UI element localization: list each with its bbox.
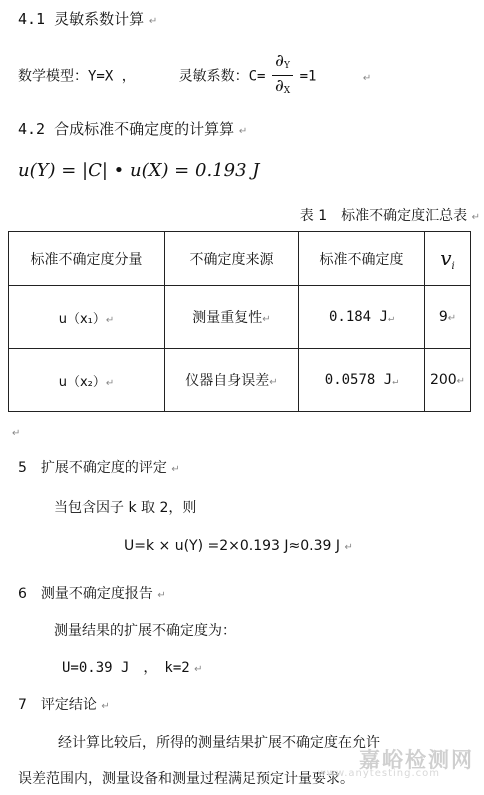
conclusion-line-1: 经计算比较后，所得的测量结果扩展不确定度在允许: [58, 735, 380, 751]
paragraph-mark: ↵: [387, 313, 395, 324]
sensitivity-value: =1: [299, 68, 317, 85]
header-uncertainty: 标准不确定度: [299, 232, 425, 286]
paragraph-mark: ↵: [171, 464, 180, 475]
paragraph-mark: ↵: [456, 376, 466, 387]
cell-dof: [425, 286, 471, 349]
fraction-denominator-sub: X: [283, 86, 291, 96]
paragraph-mark: ↵: [269, 377, 278, 388]
cell-source: [165, 286, 299, 349]
uncertainty-summary-table: [8, 231, 471, 412]
model-line: [18, 52, 468, 101]
conclusion-line-2: 误差范围内，测量设备和测量过程满足预定计量要求。: [18, 771, 354, 787]
table-caption-text: 表 1 标准不确定度汇总表: [299, 208, 468, 224]
section-6-line: 测量结果的扩展不确定度为：: [54, 623, 236, 639]
sensitivity-fraction: [272, 52, 293, 101]
cell-value-text: 0.0578 J: [324, 372, 393, 388]
expanded-uncertainty-formula: [124, 538, 353, 554]
combined-uncertainty-formula: u(Y) = |C| • u(X) = 0.193 J: [18, 160, 260, 181]
cell-component-text: u（x₁）: [58, 311, 106, 327]
paragraph-mark: ↵: [105, 314, 115, 326]
table-row: [9, 286, 471, 349]
paragraph-mark: ↵: [148, 16, 158, 27]
header-dof-symbol: v: [440, 245, 452, 270]
section-5-heading: [18, 457, 180, 477]
cell-component-text: u（x₂）: [58, 374, 106, 390]
model-label: 数学模型：Y=X ，: [18, 68, 136, 85]
watermark-url: www.anytesting.com: [317, 768, 440, 779]
paragraph-mark: ↵: [392, 376, 399, 387]
cell-value: [299, 286, 425, 349]
section-4-2-title: 4.2 合成标准不确定度的计算算: [18, 120, 235, 138]
section-4-1-title: 4.1 灵敏系数计算: [18, 10, 145, 28]
section-6-title: 6 测量不确定度报告: [18, 586, 153, 602]
table-row: [9, 349, 471, 412]
section-5-title: 5 扩展不确定度的评定: [18, 460, 167, 476]
cell-component: [9, 349, 165, 412]
paragraph-mark: ↵: [12, 428, 21, 439]
cell-dof-text: 200: [429, 372, 457, 388]
fraction-denominator: ∂: [274, 76, 284, 96]
cell-dof: [425, 349, 471, 412]
section-4-1-heading: [18, 8, 157, 29]
paragraph-mark: ↵: [262, 314, 271, 325]
paragraph-mark: ↵: [362, 72, 372, 84]
sensitivity-label: 灵敏系数：C=: [178, 68, 266, 85]
header-source: 不确定度来源: [165, 232, 299, 286]
header-dof-sub: i: [451, 260, 455, 272]
cell-dof-text: 9: [438, 309, 448, 325]
paragraph-mark: ↵: [447, 313, 457, 324]
paragraph-mark: ↵: [238, 126, 248, 137]
watermark-logo: 嘉峪检测网: [359, 748, 474, 772]
cell-source-text: 仪器自身误差: [185, 373, 270, 389]
cell-source-text: 测量重复性: [192, 310, 263, 326]
section-5-line: 当包含因子 k 取 2，则: [54, 500, 197, 516]
section-4-2-heading: [18, 118, 247, 139]
cell-value: [299, 349, 425, 412]
header-component: 标准不确定度分量: [9, 232, 165, 286]
fraction-numerator: ∂: [275, 51, 284, 71]
paragraph-mark: ↵: [105, 377, 115, 389]
cell-value-text: 0.184 J: [328, 309, 388, 325]
cell-component: [9, 286, 165, 349]
fraction-numerator-sub: Y: [283, 61, 290, 71]
table-header-row: [9, 232, 471, 286]
paragraph-mark: ↵: [471, 212, 480, 223]
report-result-text: U=0.39 J ， k=2: [62, 660, 190, 676]
section-6-heading: [18, 583, 166, 603]
paragraph-mark: ↵: [157, 590, 166, 601]
expanded-formula-text: U=k × u(Y) =2×0.193 J≈0.39 J: [124, 538, 341, 554]
report-result: [62, 657, 203, 677]
header-dof: [425, 232, 471, 286]
table-caption: [300, 205, 480, 225]
paragraph-mark: ↵: [344, 542, 353, 553]
paragraph-mark: ↵: [194, 664, 203, 675]
section-7-heading: [18, 694, 110, 714]
paragraph-mark: ↵: [101, 701, 110, 712]
cell-source: [165, 349, 299, 412]
section-7-title: 7 评定结论: [18, 697, 97, 713]
